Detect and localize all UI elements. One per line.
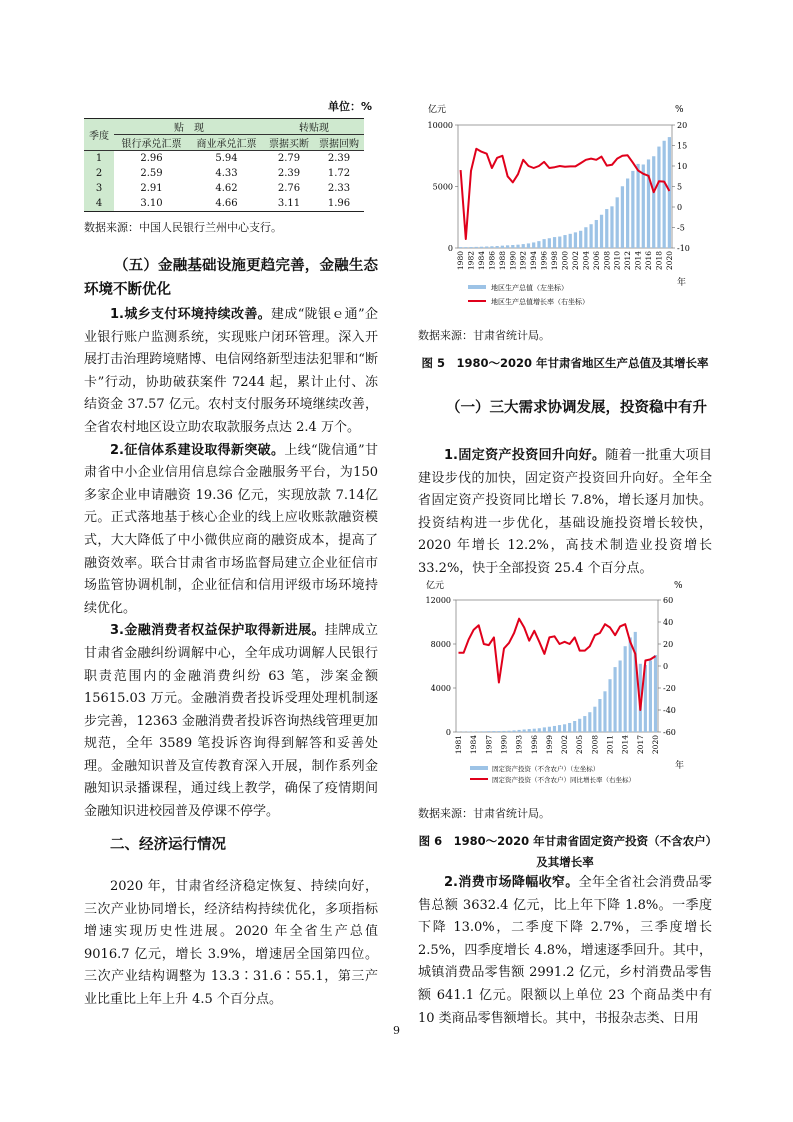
y-right-tick-label: 60	[663, 596, 674, 605]
paragraph-consumption	[418, 872, 712, 1030]
bar	[523, 729, 526, 732]
x-tick-label: 1993	[514, 735, 524, 755]
table-row	[84, 166, 364, 181]
bar	[605, 209, 608, 248]
figure5-source: 数据来源：甘肃省统计局。	[418, 329, 550, 342]
x-tick-label: 1984	[469, 735, 479, 755]
y-right-tick-label: 5	[677, 182, 683, 192]
bar	[631, 171, 634, 248]
table-cell: 2.76	[277, 183, 301, 194]
bar	[629, 637, 632, 732]
paragraph-investment	[418, 445, 712, 581]
table-cell: 3.10	[114, 196, 189, 212]
bar	[553, 726, 556, 732]
table-cell: 2.91	[140, 183, 163, 194]
plot-area	[456, 600, 658, 732]
table-cell: 4	[84, 196, 114, 212]
table-subheader: 票据回购	[314, 135, 364, 151]
legend-bar-swatch	[470, 766, 488, 770]
x-tick-label: 1988	[497, 251, 507, 271]
legend	[470, 764, 635, 784]
bar	[600, 215, 603, 248]
bar	[598, 699, 601, 732]
bar	[501, 246, 504, 248]
bar	[558, 237, 561, 248]
table-row	[84, 196, 364, 212]
table-cell: 2.33	[327, 183, 351, 194]
bar	[583, 716, 586, 732]
bar	[595, 220, 598, 248]
paragraph-body: 挂牌成立甘肃省金融纠纷调解中心，全年成功调解人民银行职责范围内的金融消费纠纷 63 笔，涉案金额15615.03 万元。金融消费者投诉受理处理机制逐步完善，12363 金融消费者投诉咨询热线管理更加规范，全年 3589 笔投诉咨询得到解答和妥善处理。金融知识普及宣传教育深入开展，制作系列金融知识录播课程，通过线上教学，确保了疫情期间金融知识进校园普及停课不停学。	[84, 623, 378, 820]
x-tick-label: 2014	[620, 735, 630, 755]
x-tick-label: 1992	[518, 251, 528, 271]
bar	[528, 729, 531, 732]
y-right-tick-label: -40	[663, 706, 676, 715]
bar	[513, 730, 516, 732]
x-tick-label: 1990	[499, 735, 509, 755]
paragraph-lead: 2.征信体系建设取得新突破。	[110, 442, 285, 458]
bar	[569, 234, 572, 248]
paragraph-body: 全年全省社会消费品零售总额 3632.4 亿元，比上年下降 1.8%。一季度下降 13.0%，二季度下降 2.7%，三季度增长2.5%，四季度增长 4.8%，增速逐季回升。其中，城镇消费品零售额 2991.2 亿元，乡村消费品零售额 641.1 亿元。限额以上单位 23 个商品类中有10 类商品零售额增长。其中，书报杂志类、日用	[418, 875, 712, 1026]
bar	[497, 731, 500, 732]
bar	[469, 247, 472, 248]
y-right-tick-label: 15	[677, 141, 688, 151]
x-tick-label: 2012	[623, 251, 633, 271]
x-tick-label: 2002	[570, 251, 580, 271]
x-tick-label: 2008	[590, 735, 600, 755]
section-heading-5: （五）金融基础设施更趋完善，金融生态环境不断优化	[84, 258, 378, 298]
bar	[649, 661, 652, 733]
paragraph-consumer-protection	[84, 620, 378, 823]
bar	[652, 156, 655, 248]
bar	[563, 235, 566, 248]
bar	[610, 206, 613, 248]
legend-label: 固定资产投资（不含农户）（左坐标）	[492, 765, 600, 773]
y-right-tick-label: 0	[677, 203, 683, 212]
y-left-tick-label: 0	[445, 728, 451, 737]
y-right-tick-label: -10	[677, 244, 690, 253]
paragraph-body: 上线“陇信通”甘肃省中小企业信用信息综合金融服务平台，为150 多家企业申请融资 19.36 亿元，实现放款 7.14亿元。正式落地基于核心企业的线上应收账款融资模式，大大降低了中小微供应商的融资成本，提高了融资效率。联合甘肃省市场监督局建立企业征信市场监管协调机制，企业征信和信用评级市场环境持续优化。	[84, 442, 379, 616]
bar	[487, 731, 490, 732]
bar	[588, 712, 591, 732]
y-left-tick-label: 5000	[432, 182, 453, 192]
legend-label: 地区生产总值（左坐标）	[491, 284, 568, 292]
paragraph-body: 建成“陇银ｅ通”企业银行账户监测系统，实现账户闭环管理。深入开展打击治理跨境赌博、电信网络新型违法犯罪和“断卡”行动，协助破获案件 7244 起，累计止付、冻结资金 37.57 亿元。农村支付服务环境继续改善，全省农村地区设立助农取款服务点达 2.4 万个。	[84, 307, 378, 435]
x-tick-label: 2006	[591, 251, 601, 271]
x-tick-label: 2008	[602, 251, 612, 271]
legend-label: 地区生产总值增长率（右坐标）	[491, 298, 589, 306]
table-row	[84, 181, 364, 196]
bar	[593, 707, 596, 732]
bar	[548, 238, 551, 248]
x-unit: 年	[677, 278, 687, 288]
table-cell: 3.11	[264, 196, 314, 212]
bar	[636, 164, 639, 248]
bar	[568, 723, 571, 732]
table-cell: 2.79	[277, 153, 301, 164]
bar	[578, 719, 581, 732]
bar	[518, 730, 521, 732]
table-cell: 2.39	[277, 168, 301, 179]
bar	[480, 247, 483, 248]
x-tick-label: 1998	[550, 251, 560, 271]
y-right-unit: %	[674, 581, 683, 591]
bar	[616, 197, 619, 248]
bar	[507, 731, 510, 732]
plot-area	[458, 125, 672, 248]
bar	[647, 159, 650, 248]
y-right-tick-label: 10	[677, 162, 688, 171]
x-tick-label: 1996	[529, 735, 539, 755]
x-tick-label: 1984	[476, 251, 486, 271]
y-left-tick-label: 8000	[430, 640, 451, 649]
investment-chart	[418, 578, 712, 790]
bar	[459, 247, 462, 248]
bar	[543, 239, 546, 248]
y-right-tick-label: 40	[663, 618, 674, 627]
bar	[624, 646, 627, 732]
left-column-text	[84, 254, 378, 824]
x-tick-label: 2011	[605, 735, 615, 755]
bar	[538, 728, 541, 732]
table-cell: 1.96	[314, 196, 364, 212]
paragraph-body: 随着一批重大项目建设步伐的加快，固定资产投资回升向好。全年全省固定资产投资同比增长 7.8%，增长逐月加快。投资结构进一步优化，基础设施投资增长较快，2020 年增长 12.2%，高技术制造业投资增长33.2%，快于全部投资 25.4 个百分点。	[418, 448, 712, 576]
table-header-season: 季度	[84, 119, 114, 151]
x-tick-label: 1986	[487, 251, 497, 271]
bar	[657, 147, 660, 248]
legend	[468, 283, 589, 306]
bar	[464, 247, 467, 248]
table-cell: 3	[84, 181, 114, 196]
y-right-tick-label: 0	[663, 662, 669, 671]
figure5-caption: 图 5 1980～2020 年甘肃省地区生产总值及其增长率	[421, 356, 709, 370]
paragraph-economy: 2020 年，甘肃省经济稳定恢复、持续向好，三次产业协同增长，经济结构持续优化，多项指标增速实现历史性进展。2020 年全省生产总值9016.7 亿元，增长 3.9%，增速居全国第四位。三次产业结构调整为 13.3∶31.6∶55.1，第三产业比重比上年上升 4.5 个百分点。	[84, 879, 378, 1007]
y-right-tick-label: 20	[677, 121, 688, 130]
y-left-tick-label: 0	[447, 244, 453, 253]
bar	[533, 729, 536, 732]
table-cell: 2.96	[140, 153, 163, 164]
paragraph-lead: 1.固定资产投资回升向好。	[444, 448, 606, 463]
x-tick-label: 1996	[539, 251, 549, 271]
x-tick-label: 2004	[581, 251, 591, 271]
y-left-tick-label: 4000	[430, 684, 451, 693]
y-right-unit: %	[675, 105, 684, 115]
bar	[532, 242, 535, 248]
bar	[584, 227, 587, 248]
table-cell: 4.33	[215, 168, 238, 179]
table-header-rediscount: 转贴现	[264, 119, 364, 135]
table-subheader: 商业承兑汇票	[189, 135, 264, 151]
bar	[482, 731, 485, 732]
bar	[502, 731, 505, 732]
x-tick-label: 2014	[633, 251, 643, 271]
x-tick-label: 1980	[456, 251, 466, 271]
table-subheader: 票据买断	[264, 135, 314, 151]
section-heading-demand: （一）三大需求协调发展，投资稳中有升	[446, 400, 707, 416]
bar	[626, 179, 629, 248]
bar	[475, 247, 478, 248]
table-cell: 2.39	[327, 153, 351, 164]
figure6-source: 数据来源：甘肃省统计局。	[418, 807, 550, 820]
bar	[537, 241, 540, 248]
paragraph-lead: 2.消费市场降幅收窄。	[444, 875, 579, 890]
bar	[511, 245, 514, 248]
x-tick-label: 1994	[529, 251, 539, 271]
x-tick-label: 1990	[508, 251, 518, 271]
table-cell: 1	[84, 151, 114, 167]
table-cell: 2	[84, 166, 114, 181]
table-source: 数据来源：中国人民银行兰州中心支行。	[84, 221, 282, 234]
table-unit: 单位：%	[327, 100, 372, 113]
y-left-tick-label: 12000	[425, 596, 451, 605]
bar	[548, 727, 551, 732]
bar	[492, 731, 495, 732]
bar	[619, 661, 622, 733]
paragraph-credit	[84, 440, 378, 621]
x-tick-label: 2020	[650, 735, 660, 755]
x-tick-label: 2005	[575, 735, 585, 755]
table-cell: 5.94	[215, 153, 238, 164]
bar	[553, 237, 556, 248]
y-right-tick-label: -20	[663, 684, 676, 693]
bar	[642, 164, 645, 248]
bar	[614, 667, 617, 732]
bar	[543, 727, 546, 732]
x-tick-label: 1982	[466, 251, 476, 271]
x-tick-label: 2020	[664, 251, 674, 271]
x-tick-label: 2002	[560, 735, 570, 755]
y-right-tick-label: 20	[663, 640, 674, 649]
x-tick-label: 1987	[484, 735, 494, 755]
bar	[496, 246, 499, 248]
bar	[654, 655, 657, 732]
table-cell: 4.66	[189, 196, 264, 212]
bar	[490, 246, 493, 248]
x-tick-label: 2010	[612, 251, 622, 271]
legend-bar-swatch	[468, 285, 486, 289]
x-tick-label: 1981	[454, 735, 464, 755]
bar	[522, 244, 525, 248]
bar	[573, 721, 576, 732]
bar	[516, 245, 519, 248]
x-unit: 年	[675, 761, 685, 771]
paragraph-payment	[84, 304, 378, 440]
bar	[527, 243, 530, 248]
bar	[621, 186, 624, 248]
bar	[574, 232, 577, 248]
bar	[558, 725, 561, 732]
x-tick-label: 1999	[544, 735, 554, 755]
bar	[563, 724, 566, 732]
section-title-economy: 二、经济运行情况	[110, 837, 226, 853]
gdp-chart	[418, 98, 712, 313]
table-cell: 2.59	[140, 168, 163, 179]
x-tick-label: 2018	[654, 251, 664, 271]
page-number: 9	[393, 1024, 400, 1037]
legend-label: 固定资产投资（不含农户）同比增长率（右坐标）	[492, 776, 635, 784]
figure6-caption: 图 6 1980～2020 年甘肃省固定资产投资（不含农户）及其增长率	[418, 834, 712, 869]
y-right-tick-label: -5	[677, 223, 685, 233]
x-tick-label: 2016	[644, 251, 654, 271]
bar	[485, 246, 488, 248]
paragraph-lead: 3.金融消费者权益保护取得新进展。	[110, 623, 325, 639]
y-left-unit: 亿元	[428, 105, 447, 115]
bar	[634, 632, 637, 732]
paragraph-lead: 1.城乡支付环境持续改善。	[110, 307, 272, 322]
discount-rate-table	[84, 118, 364, 212]
table-cell: 4.62	[215, 183, 238, 194]
bar	[589, 224, 592, 248]
interest-rate-table-block	[84, 98, 376, 235]
bar	[579, 231, 582, 248]
bar	[603, 691, 606, 732]
x-tick-label: 2000	[560, 251, 570, 271]
bar	[477, 731, 480, 732]
bar	[608, 679, 611, 732]
bar	[668, 137, 671, 248]
y-left-unit: 亿元	[426, 581, 445, 591]
y-left-tick-label: 10000	[427, 121, 453, 130]
bar	[506, 245, 509, 248]
table-row	[84, 151, 364, 167]
table-header-discount: 贴 现	[114, 119, 264, 135]
table-subheader: 银行承兑汇票	[114, 135, 189, 151]
y-right-tick-label: -60	[663, 728, 676, 737]
table-cell: 1.72	[327, 168, 351, 179]
bar	[663, 141, 666, 248]
x-tick-label: 2017	[635, 735, 645, 755]
